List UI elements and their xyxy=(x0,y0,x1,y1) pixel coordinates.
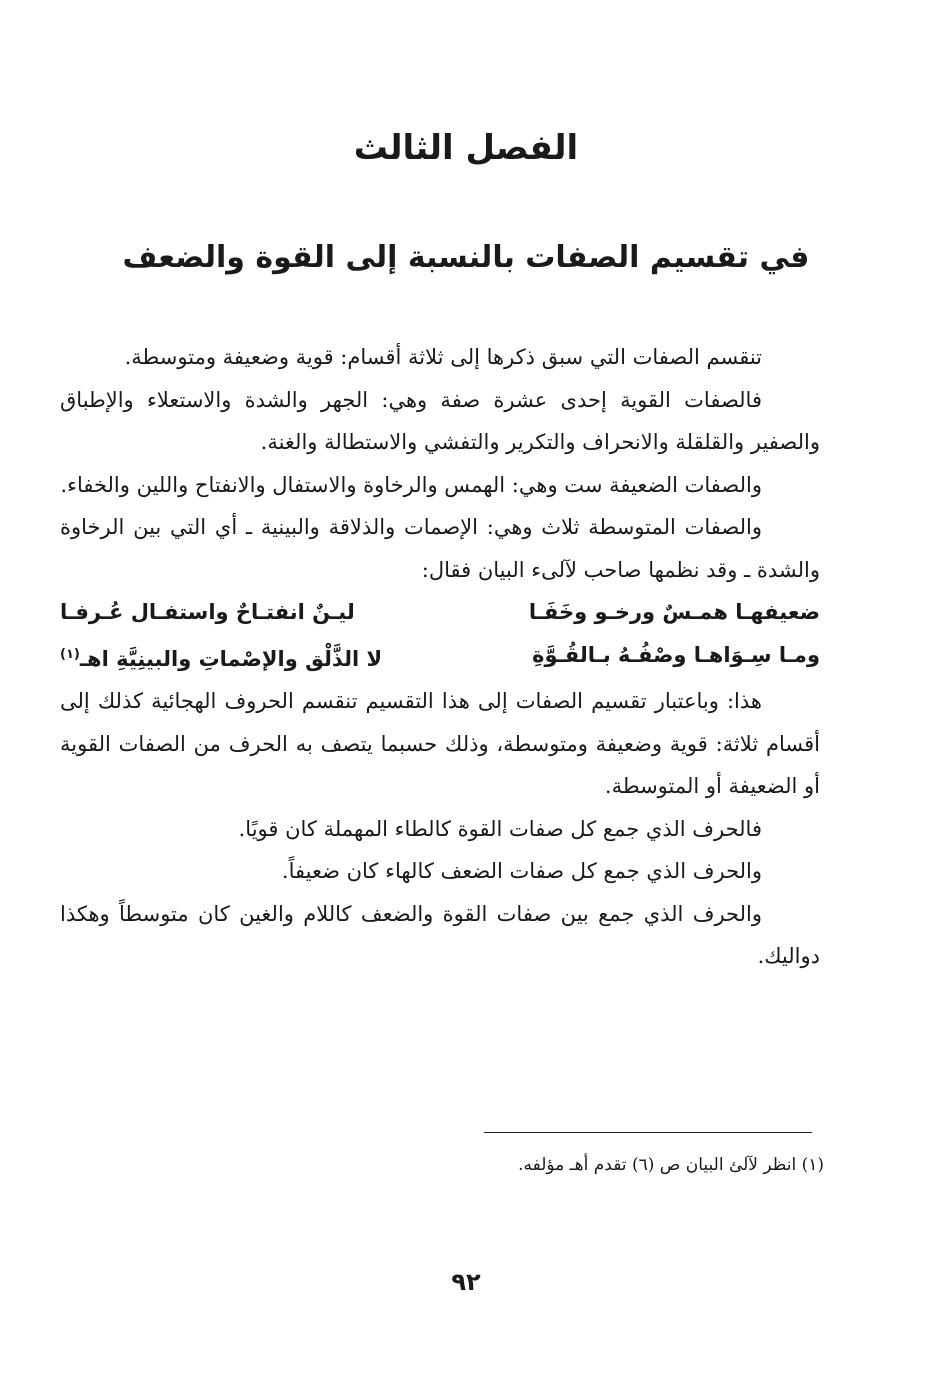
footnote-divider xyxy=(484,1132,812,1133)
verse-line-2 xyxy=(60,634,820,681)
paragraph-4: والصفات المتوسطة ثلاث وهي: الإصمات والذلاقة والبينية ـ أي التي بين الرخاوة والشدة ـ وقد نظمها صاحب لآلىء البيان فقال: xyxy=(60,515,820,582)
verse-line-1-first-hemistich: ضعيفهـا همـسٌ ورخـو وخَفَـا xyxy=(528,600,820,624)
verse-line-1-second-hemistich: ليـنٌ انفتـاحٌ واستفـال عُـرفـا xyxy=(60,600,355,624)
page-number: ٩٢ xyxy=(451,1268,481,1296)
paragraph-5: هذا: وباعتبار تقسيم الصفات إلى هذا التقسيم تنقسم الحروف الهجائية كذلك إلى أقسام ثلاثة: قوية وضعيفة ومتوسطة، وذلك حسبما يتصف به الحرف من الصفات القوية أو الضعيفة أو المتوسطة. xyxy=(60,689,820,798)
paragraph-8: والحرف الذي جمع بين صفات القوة والضعف كاللام والغين كان متوسطاً وهكذا دواليك. xyxy=(60,901,820,968)
verse-line-1 xyxy=(60,591,820,634)
chapter-title: الفصل الثالث xyxy=(353,128,579,168)
body-text xyxy=(60,336,820,978)
verse-line-2-first-hemistich: ومـا سِـوَاهـا وصْفُـهُ بـالقُـوَّةِ xyxy=(532,642,820,667)
paragraph-6: فالحرف الذي جمع كل صفات القوة كالطاء المهملة كان قويًا. xyxy=(238,816,762,841)
verse-line-2-second-hemistich-wrap xyxy=(60,634,382,681)
footnote: (١) انظر لآلئ البيان ص (٦) تقدم أهـ مؤلفه. xyxy=(518,1155,824,1175)
footnote-marker[interactable]: (١) xyxy=(60,646,80,662)
verse-line-2-second-hemistich: لا الذَّلْق والإصْماتِ والبينِيَّةِ اهـ xyxy=(79,646,383,671)
paragraph-3: والصفات الضعيفة ست وهي: الهمس والرخاوة والاستفال والانفتاح واللين والخفاء. xyxy=(60,472,762,497)
section-title: في تقسيم الصفات بالنسبة إلى القوة والضعف xyxy=(122,240,810,275)
paragraph-2: فالصفات القوية إحدى عشرة صفة وهي: الجهر والشدة والاستعلاء والإطباق والصفير والقلقلة والانحراف والتكرير والتفشي والاستطالة والغنة. xyxy=(60,387,820,454)
paragraph-7: والحرف الذي جمع كل صفات الضعف كالهاء كان ضعيفاً. xyxy=(281,859,762,883)
paragraph-1: تنقسم الصفات التي سبق ذكرها إلى ثلاثة أقسام: قوية وضعيفة ومتوسطة. xyxy=(124,345,762,369)
